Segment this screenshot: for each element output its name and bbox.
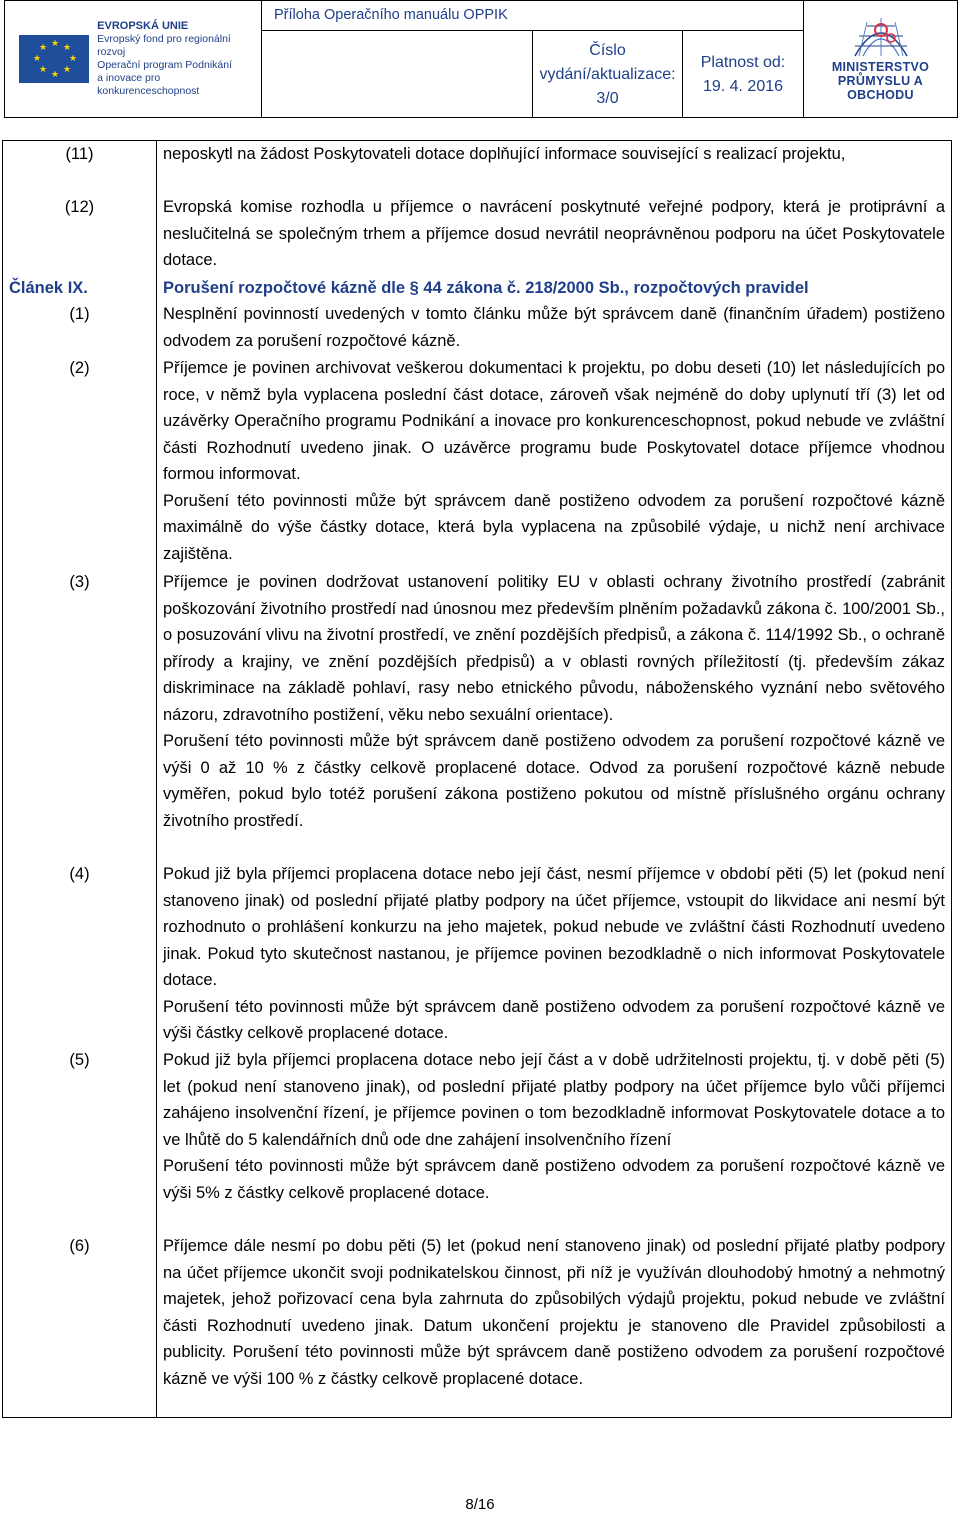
vydani-value: 3/0 bbox=[596, 90, 619, 107]
paragraph: Příjemce je povinen dodržovat ustanovení politiky EU v oblasti ochrany životního prostředí (zabránit poškozování životního prostředí nad únosnou mez především plněním požadavků zákona č. 100/2001 Sb., o posuzování vlivu na životní prostředí, ve znění pozdějších předpisů, a zákona č. 114/1992 Sb., o ochraně přírody a krajiny, ve znění pozdějších předpisů) a v oblasti rovných příležitostí (tj. především zákaz diskriminace na základě pohlaví, rasy nebo etnického původu, náboženského vyznání nebo světového názoru, zdravotního postižení, věku nebo sexuální orientace). bbox=[163, 573, 945, 724]
eu-logo-line1: EVROPSKÁ UNIE bbox=[97, 20, 189, 32]
eu-flag-icon: ★ ★ ★ ★ ★ ★ ★ ★ bbox=[19, 35, 89, 83]
page-number: 8/16 bbox=[465, 1496, 495, 1513]
row-text bbox=[163, 355, 945, 567]
article-title: Porušení rozpočtové kázně dle § 44 zákona č. 218/2000 Sb., rozpočtových pravidel bbox=[163, 279, 809, 297]
paragraph: Pokud již byla příjemci proplacena dotace nebo její část, nesmí příjemce v období pěti (5) let (pokud není stanoveno jinak) od poslední přijaté platby podpory na účet příjemce, vstoupit do likvidace ani nesmí být rozhodnuto o prohlášení konkurzu na jeho majetek, pokud nebude ve zvláštní části Rozhodnutí uvedeno jinak. Pokud tyto skutečnost nastanou, je příjemce povinen bezodkladně o nich informovat Poskytovatele dotace. bbox=[163, 865, 945, 989]
paragraph: Evropská komise rozhodla u příjemce o navrácení poskytnuté veřejné podpory, která je protiprávní a neslučitelná se společným trhem a příjemce dosud nevrátil neoprávněnou podporu na účet Poskytovatele dotace. bbox=[163, 198, 945, 269]
mpo-globe-icon bbox=[845, 16, 917, 60]
paragraph: Příjemce dále nesmí po dobu pěti (5) let (pokud není stanoveno jinak) od poslední přijaté platby podpory na účet příjemce ukončit svoji podnikatelskou činnost, při níž je využíván dlouhodobý hmotný a nehmotný majetek, jehož pořizovací cena byla zahrnuta do způsobilých výdajů projektu, pokud nebude ve zvláštní části Rozhodnutí uvedeno jinak. Datum ukončení projektu je stanoveno dle Pravidel způsobilosti a publicity. Porušení této povinnosti může být správcem daně postiženo odvodem za porušení rozpočtové kázně ve výši 100 % z částky celkově proplacené dotace. bbox=[163, 1237, 945, 1388]
paragraph: Příjemce je povinen archivovat veškerou dokumentaci k projektu, po dobu deseti (10) let následujících po roce, v němž byla vyplacena poslední část dotace, zároveň však nejméně do doby uplynutí tří (3) let od uzávěrky Operačního programu Podnikání a inovace pro konkurenceschopnost, pokud nebude ve zvláštní části Rozhodnutí uvedeno jinak. O uzávěrce programu bude Poskytovatel dotace příjemce vhodnou formou informovat. bbox=[163, 359, 945, 483]
paragraph: neposkytl na žádost Poskytovateli dotace doplňující informace související s realizací projektu, bbox=[163, 145, 846, 163]
row-number: (1) bbox=[69, 305, 90, 323]
paragraph: Pokud již byla příjemci proplacena dotace nebo její část a v době udržitelnosti projektu, tj. v době pěti (5) let (pokud není stanoveno jinak), od poslední přijaté platby podpory na účet příjemce bylo vůči příjemci zahájeno insolvenční řízení, je příjemce povinen o tom bezodkladně informovat Poskytovatele dotace a to ve lhůtě do 5 kalendářních dnů ode dne zahájení insolvenčního řízení bbox=[163, 1051, 945, 1149]
row-text bbox=[163, 1047, 945, 1206]
eu-logo bbox=[5, 1, 262, 117]
eu-logo-line3: Operační program Podnikání bbox=[97, 59, 232, 71]
article-number: Článek IX. bbox=[9, 279, 88, 297]
content-table bbox=[2, 140, 952, 1418]
row-number: (11) bbox=[65, 145, 94, 163]
row-number: (6) bbox=[69, 1237, 90, 1255]
paragraph: Porušení této povinnosti může být správcem daně postiženo odvodem za porušení rozpočtové kázně maximálně do výše částky dotace, která byla vyplacena na způsobilé výdaje, u nichž není archivace zajištěna. bbox=[163, 491, 945, 563]
row-number: (4) bbox=[69, 865, 90, 883]
eu-logo-line2: Evropský fond pro regionální rozvoj bbox=[97, 33, 231, 58]
row-text bbox=[163, 569, 945, 834]
row-text bbox=[163, 301, 945, 354]
paragraph: Porušení této povinnosti může být správcem daně postiženo odvodem za porušení rozpočtové kázně ve výši 5% z částky celkově proplacené dotace. bbox=[163, 1157, 945, 1202]
vydani-label: Číslo vydání/aktualizace: bbox=[539, 42, 676, 83]
row-number: (2) bbox=[69, 359, 90, 377]
row-number: (5) bbox=[69, 1051, 90, 1069]
mpo-logo bbox=[804, 1, 957, 117]
paragraph: Porušení této povinnosti může být správcem daně postiženo odvodem za porušení rozpočtové kázně ve výši částky celkově proplacené dotace. bbox=[163, 997, 945, 1042]
mpo-logo-line2: PRŮMYSLU A OBCHODU bbox=[837, 74, 924, 102]
page-header bbox=[4, 0, 958, 118]
row-text bbox=[163, 141, 945, 168]
eu-logo-line4: a inovace pro konkurenceschopnost bbox=[97, 72, 200, 97]
row-text bbox=[163, 194, 945, 274]
document-title: Příloha Operačního manuálu OPPIK bbox=[262, 1, 803, 31]
mpo-logo-line1: MINISTERSTVO bbox=[831, 60, 930, 74]
platnost-label: Platnost od: bbox=[700, 54, 786, 71]
row-text bbox=[163, 861, 945, 1047]
paragraph: Nesplnění povinností uvedených v tomto článku může být správcem daně (finančním úřadem) postiženo odvodem za porušení rozpočtové kázně. bbox=[163, 305, 945, 350]
platnost-value: 19. 4. 2016 bbox=[702, 78, 784, 95]
row-text bbox=[163, 1233, 945, 1392]
paragraph: Porušení této povinnosti může být správcem daně postiženo odvodem za porušení rozpočtové kázně ve výši 0 až 10 % z částky celkově proplacené dotace. Odvod za porušení rozpočtové kázně nebude vyměřen, pokud bylo totéž porušení zákona postiženo pokutou od místně příslušného orgánu ochrany životního prostředí. bbox=[163, 732, 945, 830]
row-number: (12) bbox=[64, 198, 95, 216]
row-number: (3) bbox=[69, 573, 90, 591]
